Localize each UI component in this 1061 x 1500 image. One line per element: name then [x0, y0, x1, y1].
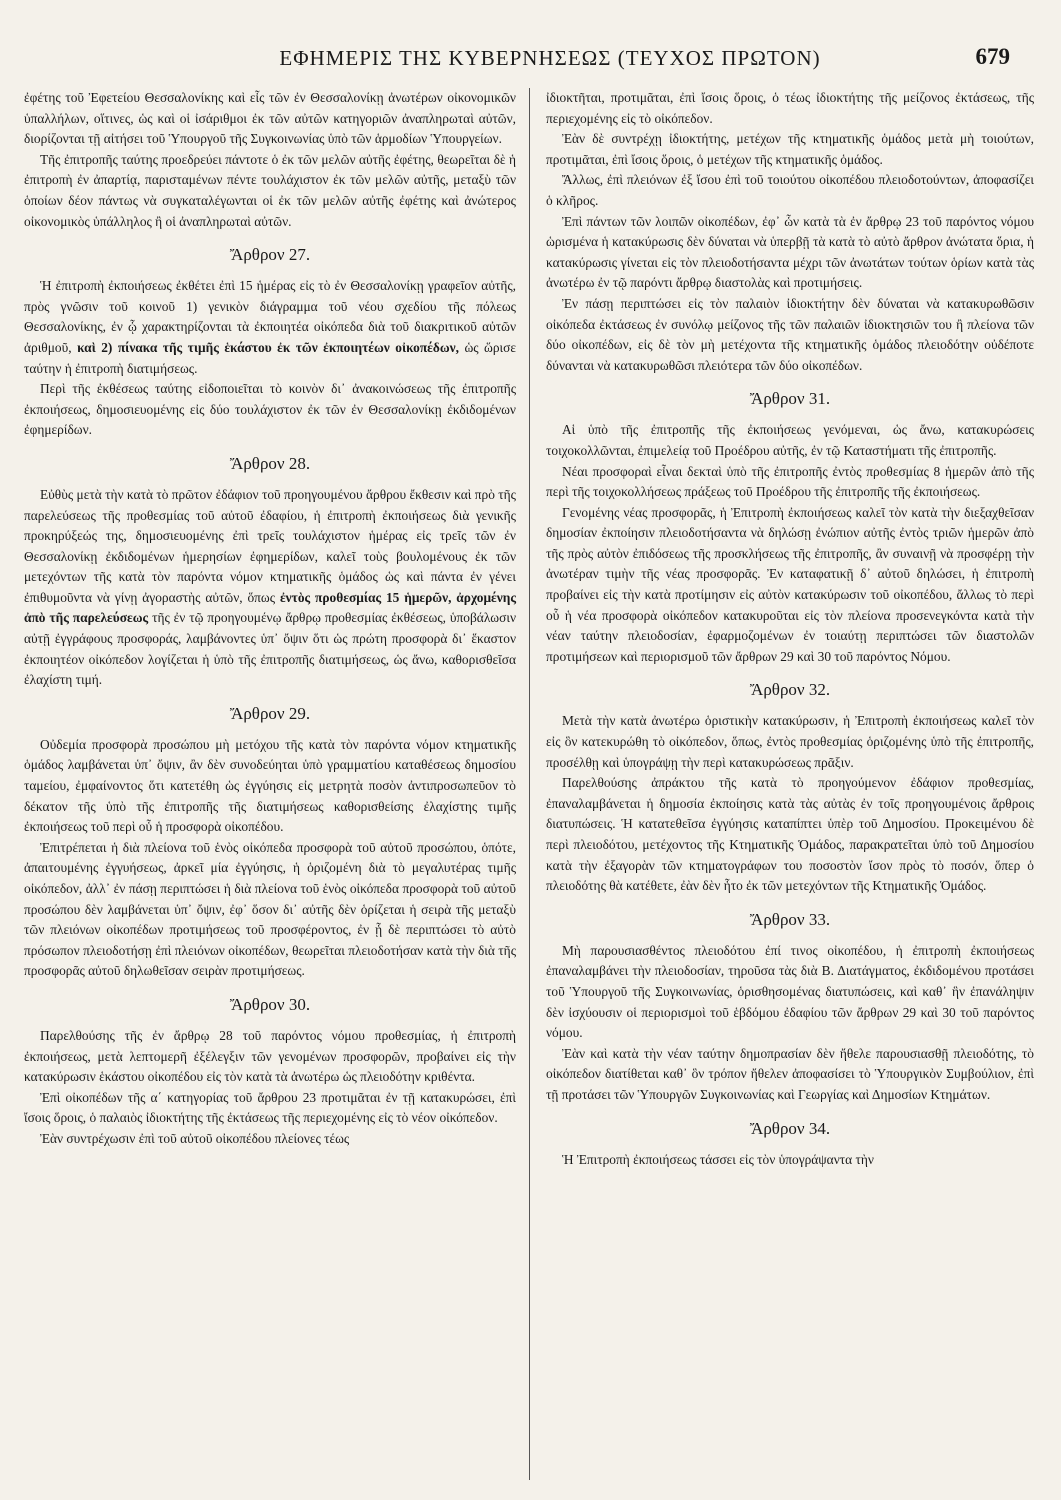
article-31-paragraph-1: Αἱ ὑπὸ τῆς ἐπιτροπῆς τῆς ἐκποιήσεως γενόμεναι, ὡς ἄνω, κατακυρώσεις τοιχοκολλῶνται, ἐπιμελείᾳ τοῦ Προέδρου αὐτῆς, ἐν τῷ Καταστήματι τῆς ἐπιτροπῆς.	[546, 422, 1034, 458]
article-29-paragraph-1: Οὐδεμία προσφορὰ προσώπου μὴ μετόχου τῆς κατὰ τὸν παρόντα νόμον κτηματικῆς ὁμάδος λαμβάνεται ὑπ᾿ ὄψιν, ἂν δὲν συνοδεύηται ὑπὸ γραμματίου καταθέσεως δημοσίου ταμείου, ἐμφαίνοντος ὅτι κατετέθη ὡς ἐγγύησις εἰς μετρητὰ ποσὸν ἀντιπροσωπεῦον τὸ δέκατον τῆς ὑπὸ τῆς ἐπιτροπῆς τῆς διατιμήσεως καθορισθείσης ἐλαχίστης τιμῆς ἐκποιήσεως τοῦ περὶ οὗ ἡ προσφορὰ οἰκοπέδου.	[24, 736, 516, 835]
article-34-paragraph-1: Ἡ Ἐπιτροπὴ ἐκποιήσεως τάσσει εἰς τὸν ὑπογράψαντα τὴν	[562, 1151, 874, 1167]
article-30-paragraph-2: Ἐπὶ οἰκοπέδων τῆς α΄ κατηγορίας τοῦ ἄρθρου 23 προτιμᾶται ἐν τῇ κατακυρώσει, ἐπὶ ἴσοις ὅροις, ὁ παλαιὸς ἰδιοκτήτης τῆς ἐκτάσεως τῆς περιεχομένης εἰς τὸ νέον οἰκόπεδον.	[24, 1089, 516, 1126]
article-29-heading: Ἄρθρον 29.	[229, 703, 311, 723]
article-28-heading: Ἄρθρον 28.	[229, 453, 311, 473]
article-28-paragraph-1	[24, 485, 516, 691]
article-27-paragraph-2: Περὶ τῆς ἐκθέσεως ταύτης εἰδοποιεῖται τὸ κοινὸν δι᾿ ἀνακοινώσεως τῆς ἐπιτροπῆς ἐκποιήσεως, δημοσιευομένης εἰς δύο τουλάχιστον ἐκ τῶν ἐν Θεσσαλονίκῃ ἐκδιδομένων ἐφημερίδων.	[24, 381, 516, 438]
article-30-paragraph-5: Ἐὰν δὲ συντρέχῃ ἰδιοκτήτης, μετέχων τῆς κτηματικῆς ὁμάδος μετὰ μὴ τοιούτων, προτιμᾶται, ἐπὶ ἴσοις ὅροις, ὁ μετέχων τῆς κτηματικῆς ὁμάδος.	[546, 131, 1034, 167]
article-28-text-a: Εὐθὺς μετὰ τὴν κατὰ τὸ πρῶτον ἐδάφιον τοῦ προηγουμένου ἄρθρου ἔκθεσιν καὶ πρὸ τῆς παρελεύσεως τῆς προθεσμίας τοῦ αὐτοῦ ἐδαφίου, ἡ ἐπιτροπὴ ἐκποιήσεως διὰ γενικῆς προκηρύξεώς της, δημοσιευομένης ἐπὶ τρεῖς τουλάχιστον ἡμέρας εἰς τρεῖς τῶν ἐν Θεσσαλονίκῃ ἐκδιδομένων ἡμερησίων ἐφημερίδων, καλεῖ τοὺς βουλομένους ἐκ τῶν μετεχόντων τῆς κατὰ τὸν παρόντα νόμον κτηματικῆς ὁμάδος ὡς καὶ πάντα ἐν γένει ἐπιθυμοῦντα νὰ γίνῃ ἀγοραστὴς αὐτῶν, ὅπως	[24, 486, 516, 605]
article-34-heading: Ἄρθρον 34.	[749, 1118, 831, 1138]
article-27-text-a: Ἡ ἐπιτροπὴ ἐκποιήσεως ἐκθέτει ἐπὶ 15 ἡμέρας εἰς τὸ ἐν Θεσσαλονίκῃ γραφεῖον αὐτῆς, πρὸς γνῶσιν τοῦ κοινοῦ 1) γενικὸν διάγραμμα τοῦ νέου σχεδίου τῆς πόλεως Θεσσαλονίκης, ἐν ᾧ χαρακτηρίζονται τὰ ἐκποιητέα οἰκόπεδα διὰ τοῦ διακριτικοῦ αὐτῶν ἀριθμοῦ,	[24, 278, 516, 355]
article-30-paragraph-1: Παρελθούσης τῆς ἐν ἄρθρῳ 28 τοῦ παρόντος νόμου προθεσμίας, ἡ ἐπιτροπὴ ἐκποιήσεως, μετὰ λεπτομερῆ ἐξέλεγξιν τῶν γενομένων προσφορῶν, προβαίνει εἰς τὴν κατακύρωσιν ἑκάστου οἰκοπέδου εἰς τὸν κατὰ τὰ ἀνωτέρω ὡς πλειοδότην κριθέντα.	[24, 1027, 516, 1085]
intro-paragraph-2: Τῆς ἐπιτροπῆς ταύτης προεδρεύει πάντοτε ὁ ἐκ τῶν μελῶν αὐτῆς ἐφέτης, θεωρεῖται δὲ ἡ ἐπιτροπὴ ἐν ἀπαρτίᾳ, παρισταμένων πέντε τουλάχιστον ἐκ τῶν μελῶν αὐτῆς, μεταξὺ τῶν ὁποίων δέον πάντως νὰ συγκαταλέγωνται οἱ ἐκ τῶν μελῶν αὐτῆς ἐφέτης καὶ ἀνώτερος οἰκονομικὸς ὑπάλληλος ἢ οἱ ἀναπληρωταὶ αὐτῶν.	[24, 151, 516, 229]
article-27-paragraph-1	[24, 276, 516, 379]
article-33-paragraph-2: Ἐὰν καὶ κατὰ τὴν νέαν ταύτην δημοπρασίαν δὲν ἤθελε παρουσιασθῇ πλειοδότης, τὸ οἰκόπεδον διατίθεται καθ᾿ ὃν τρόπον ἤθελεν ἀποφασίσει τὸ Ὑπουργικὸν Συμβούλιον, ἐπὶ τῇ προτάσει τῶν Ὑπουργῶν Συγκοινωνίας καὶ Γεωργίας καὶ Δημοσίων Κτημάτων.	[546, 1045, 1034, 1102]
article-32-paragraph-1: Μετὰ τὴν κατὰ ἀνωτέρω ὁριστικὴν κατακύρωσιν, ἡ Ἐπιτροπὴ ἐκποιήσεως καλεῖ τὸν εἰς ὃν κατεκυρώθη τὸ οἰκόπεδον, ὅπως, ἐντὸς προθεσμίας ὁριζομένης ὑπὸ τῆς ἐπιτροπῆς, προσέλθῃ καὶ ὑπογράψῃ τὴν περὶ κατακυρώσεως πρᾶξιν.	[546, 713, 1034, 770]
article-30-paragraph-7: Ἐπὶ πάντων τῶν λοιπῶν οἰκοπέδων, ἐφ᾿ ὧν κατὰ τὰ ἐν ἄρθρῳ 23 τοῦ παρόντος νόμου ὡρισμένα ἡ κατακύρωσις δὲν δύναται νὰ ὑπερβῇ τὰ κατὰ τὸ αὐτὸ ἄρθρον ἀνώτατα ὅρια, ἡ κατακύρωσις γίνεται εἰς τὸν πλειοδοτήσαντα μέχρι τῶν ἀνωτάτων τούτων ὁρίων κατὰ τὰς ἀνωτέρω ἐν τῷ παρόντι ἄρθρῳ διαστολὰς καὶ προτιμήσεις.	[546, 213, 1034, 291]
article-31-paragraph-2: Νέαι προσφοραὶ εἶναι δεκταὶ ὑπὸ τῆς ἐπιτροπῆς ἐντὸς προθεσμίας 8 ἡμερῶν ἀπὸ τῆς περὶ τῆς τοιχοκολλήσεως πράξεως τοῦ Προέδρου τῆς ἐπιτροπῆς τῆς ἐκποιήσεως.	[546, 463, 1034, 500]
article-28-text-b: τῆς ἐν τῷ προηγουμένῳ ἄρθρῳ προθεσμίας ἐκθέσεως, ὑποβάλωσιν αὐτῇ ἐγγράφους προσφοράς, λαμβάνοντες ὑπ᾿ ὄψιν ὅτι ὡς πρώτη προσφορὰ δι᾿ ἕκαστον ἐκποιητέον οἰκόπεδον λογίζεται ἡ ὑπὸ τῆς ἐπιτροπῆς διατιμήσεως, ὡς ἄνω, καθορισθεῖσα ἐλαχίστη τιμή.	[24, 610, 516, 688]
article-27-heading: Ἄρθρον 27.	[229, 245, 311, 265]
article-29-paragraph-2: Ἐπιτρέπεται ἡ διὰ πλείονα τοῦ ἑνὸς οἰκόπεδα προσφορὰ τοῦ αὐτοῦ προσώπου, ὁπότε, ἀπαιτουμένης ἐγγυήσεως, ἀρκεῖ μία ἐγγύησις, ἡ ὁριζομένη διὰ τὸ μεγαλυτέρας τιμῆς οἰκόπεδον, ἀλλ᾿ ἐν πάσῃ περιπτώσει ἡ διὰ πλείονα τοῦ ἑνὸς οἰκόπεδα προσφορὰ τοῦ αὐτοῦ προσώπου δὲν λαμβάνεται ὑπ᾿ ὄψιν, ἐφ᾿ ὅσον δι᾿ αὐτῆς δὲν ὁρίζεται ἡ σειρὰ τῆς μεταξὺ τῶν πλειόνων οἰκοπέδων προτιμήσεως τοῦ προσφέροντος, ἐν ᾗ δὲ περιπτώσει τὸ αὐτὸ πρόσωπον πλειοδοτήσῃ ἐπὶ πλειόνων οἰκοπέδων, θεωρεῖται πλειοδοτήσαν κατὰ τὴν διὰ τῆς προσφορᾶς αὐτοῦ δηλωθεῖσαν σειρὰν προτιμήσεως.	[24, 839, 516, 979]
article-28-bold-text: ἐντὸς προθεσμίας 15 ἡμερῶν, ἀρχομένης ἀπὸ τῆς παρελεύσεως	[24, 589, 516, 626]
article-33-paragraph-1: Μὴ παρουσιασθέντος πλειοδότου ἐπί τινος οἰκοπέδου, ἡ ἐπιτροπὴ ἐκποιήσεως ἐπαναλαμβάνει τὴν πλειοδοσίαν, τηροῦσα τὰς διὰ Β. Διατάγματος, ἐκδιδομένου προτάσει τοῦ Ὑπουργοῦ τῆς Συγκοινωνίας, ὁρισθησομένας διατυπώσεις, καὶ καθ᾿ ἣν ἐπανάληψιν δὲν ἰσχύουσιν οἱ περιορισμοὶ τοῦ ἑβδόμου ἐδαφίου τῶν ἄρθρων 29 καὶ 30 τοῦ παρόντος νόμου.	[546, 942, 1034, 1041]
gazette-title: ΕΦΗΜΕΡΙΣ ΤΗΣ ΚΥΒΕΡΝΗΣΕΩΣ (ΤΕΥΧΟΣ ΠΡΩΤΟΝ)	[279, 46, 821, 70]
article-31-paragraph-3: Γενομένης νέας προσφορᾶς, ἡ Ἐπιτροπὴ ἐκποιήσεως καλεῖ τὸν κατὰ τὴν διεξαχθεῖσαν δημοσίαν ἐκποίησιν πλειοδοτήσαντα νὰ δηλώσῃ ἐνώπιον αὐτῆς ἐντὸς τριῶν ἡμερῶν ἀπὸ τῆς πρὸς αὐτὸν ἐπιδόσεως τῆς προσκλήσεως τῆς ἐπιτροπῆς, ἂν συναινῇ νὰ προσφέρῃ τὴν ἀνωτέραν τιμὴν τῆς νέας προσφορᾶς. Ἐν καταφατικῇ δ᾿ αὐτοῦ δηλώσει, ἡ ἐπιτροπὴ προβαίνει εἰς τὴν κατὰ προτίμησιν εἰς αὐτὸν κατακύρωσιν τοῦ οἰκοπέδου, ἄλλως τὸ περὶ οὗ ἡ νέα προσφορὰ οἰκόπεδον κατακυροῦται εἰς τὸν πλείονα προσενεγκόντα κατὰ τὴν νέαν ταύτην πλειοδοσίαν, ἐφαρμοζομένων ἐν τοιαύτῃ περιπτώσει τῶν διαστολῶν προτιμήσεων καὶ περιορισμοῦ τῶν ἄρθρων 29 καὶ 30 τοῦ παρόντος Νόμου.	[546, 504, 1034, 664]
article-32-heading: Ἄρθρον 32.	[749, 680, 831, 700]
article-31-heading: Ἄρθρον 31.	[749, 389, 831, 409]
article-27-bold-text: καὶ 2) πίνακα τῆς τιμῆς ἑκάστου ἐκ τῶν ἐκποιητέων οἰκοπέδων,	[77, 339, 459, 355]
intro-paragraph-1: ἐφέτης τοῦ Ἐφετείου Θεσσαλονίκης καὶ εἷς τῶν ἐν Θεσσαλονίκῃ ἀνωτέρων οἰκονομικῶν ὑπαλλήλων, οἵτινες, ὡς καὶ οἱ ἰσάριθμοι ἐκ τῶν αὐτῶν κατηγοριῶν ἀναπληρωταὶ αὐτῶν, διορίζονται τῇ αἰτήσει τοῦ Ὑπουργοῦ τῆς Συγκοινωνίας ὑπὸ τῶν ἁρμοδίων Ὑπουργείων.	[24, 90, 516, 147]
right-column	[546, 88, 1034, 1170]
article-30-paragraph-6: Ἄλλως, ἐπὶ πλειόνων ἐξ ἴσου ἐπὶ τοῦ τοιούτου οἰκοπέδου πλειοδοτούντων, ἀποφασίζει ὁ κλῆρος.	[546, 172, 1034, 208]
column-divider	[529, 88, 530, 1480]
article-30-paragraph-8: Ἐν πάσῃ περιπτώσει εἰς τὸν παλαιὸν ἰδιοκτήτην δὲν δύναται νὰ κατακυρωθῶσιν οἰκόπεδα ἐκτάσεως ἐν συνόλῳ μείζονος τῆς τῶν παλαιῶν ἰδιοκτησιῶν του ἢ πλείονα τῶν δύο οἰκοπέδων, εἰς δὲ τὸν μὴ μετέχοντα τῆς κτηματικῆς ὁμάδος πλειοδότην οὐδέποτε δύνανται νὰ κατακυρωθῶσι πλειότερα τῶν δύο οἰκοπέδων.	[546, 295, 1034, 373]
article-33-heading: Ἄρθρον 33.	[749, 909, 831, 929]
article-27-text-b: ὡς ὥρισε ταύτην ἡ ἐπιτροπὴ διατιμήσεως.	[24, 339, 516, 376]
page-header	[20, 46, 1040, 80]
article-32-paragraph-2: Παρελθούσης ἀπράκτου τῆς κατὰ τὸ προηγούμενον ἐδάφιον προθεσμίας, ἐπαναλαμβάνεται ἡ δημοσία ἐκποίησις κατὰ τὰς αὐτὰς ἐν τοῖς προηγουμένοις ἄρθροις διατυπώσεις. Ἡ κατατεθεῖσα ἐγγύησις καταπίπτει ὑπὲρ τοῦ Δημοσίου. Προκειμένου δὲ περὶ πλειοδότου, μετέχοντος τῆς Κτηματικῆς Ὁμάδος, παρακρατεῖται ὑπὸ τοῦ Δημοσίου κατὰ τὴν ἐξαγορὰν τῶν κτηματογράφων του ποσοστὸν ἴσον πρὸς τὸ ποσόν, ὅπερ ὁ πλειοδότης θὰ κατέθετε, ἐὰν δὲν ἦτο ἐκ τῶν μετεχόντων τῆς Κτηματικῆς Ὁμάδος.	[546, 775, 1034, 894]
article-30-paragraph-3: Ἐὰν συντρέχωσιν ἐπὶ τοῦ αὐτοῦ οἰκοπέδου πλείονες τέως	[40, 1130, 350, 1146]
article-30-heading: Ἄρθρον 30.	[229, 994, 311, 1014]
page-number: 679	[975, 44, 1010, 69]
left-column	[24, 88, 516, 1150]
article-30-paragraph-4: ἰδιοκτῆται, προτιμᾶται, ἐπὶ ἴσοις ὅροις, ὁ τέως ἰδιοκτήτης τῆς μείζονος ἐκτάσεως, τῆς περιεχομένης εἰς τὸ οἰκόπεδον.	[546, 90, 1034, 126]
